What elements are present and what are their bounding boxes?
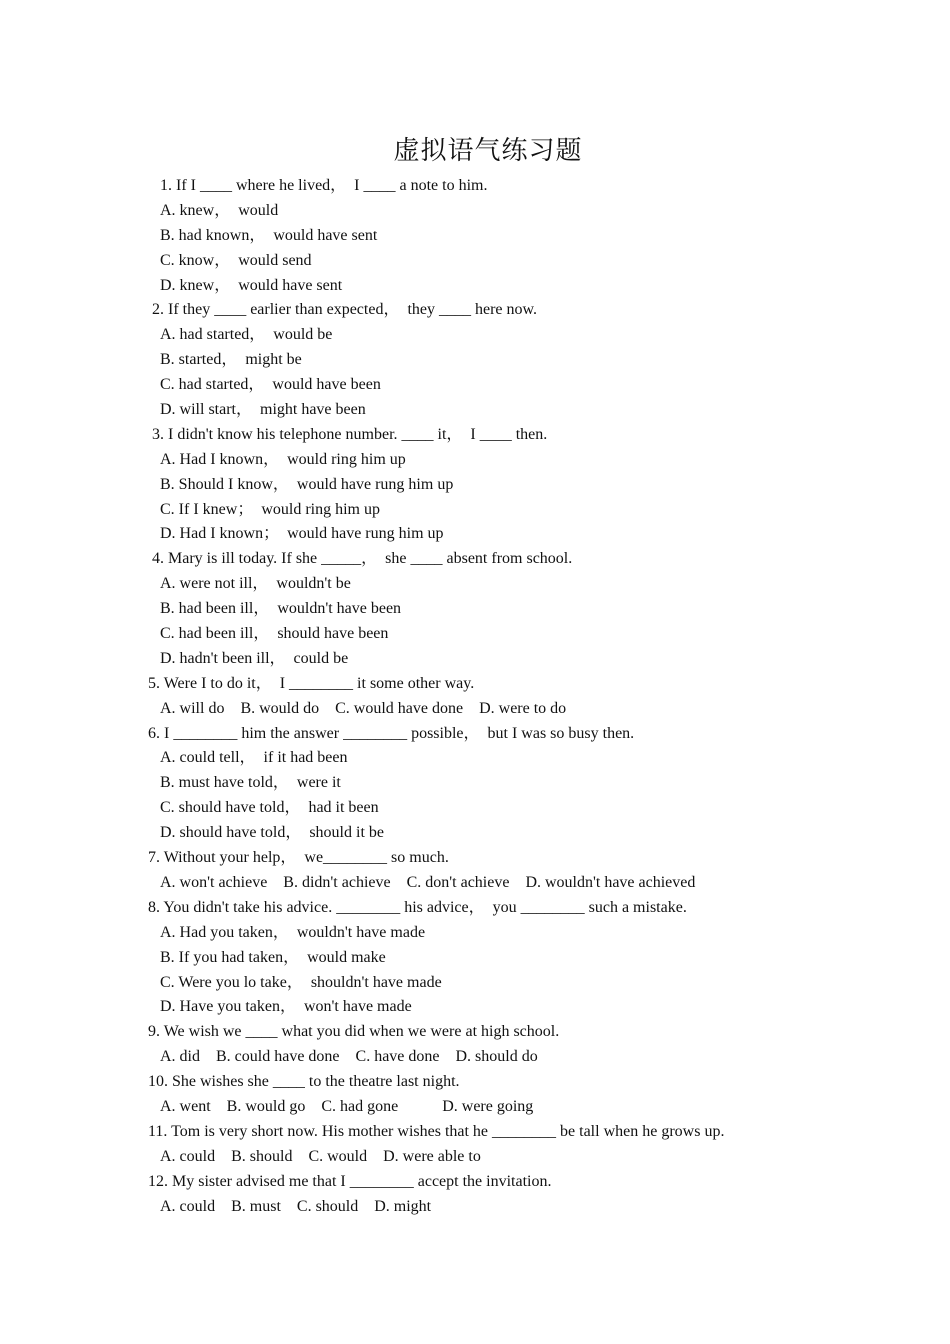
question-text: 7. Without your help， we________ so much.	[148, 849, 449, 867]
answer-options: C. Were you lo take， shouldn't have made	[160, 973, 442, 991]
answer-options: C. know， would send	[160, 251, 312, 269]
answer-options: A. were not ill， wouldn't be	[160, 575, 351, 593]
answer-options: B. Should I know， would have rung him up	[160, 475, 454, 493]
answer-options: A. went B. would go C. had gone D. were going	[160, 1097, 534, 1115]
answer-options: C. If I knew； would ring him up	[160, 500, 380, 518]
question-text: 2. If they ____ earlier than expected， they ____ here now.	[152, 301, 538, 319]
question-text: 11. Tom is very short now. His mother wishes that he ________ be tall when he grows up.	[148, 1122, 725, 1140]
answer-options: A. had started， would be	[160, 326, 333, 344]
exercise-list	[0, 174, 950, 1219]
answer-options: A. could B. must C. should D. might	[160, 1197, 432, 1215]
answer-options: A. Had you taken， wouldn't have made	[160, 923, 426, 941]
answer-options: B. had been ill， wouldn't have been	[160, 600, 402, 618]
page-title: 虚拟语气练习题	[393, 136, 583, 166]
answer-options: A. did B. could have done C. have done D. should do	[160, 1048, 538, 1066]
answer-options: D. Had I known； would have rung him up	[160, 525, 444, 543]
answer-options: B. started， might be	[160, 351, 302, 369]
answer-options: A. could B. should C. would D. were able to	[160, 1147, 481, 1165]
question-text: 5. Were I to do it， I ________ it some other way.	[148, 674, 475, 692]
answer-options: A. knew， would	[160, 201, 279, 219]
answer-options: A. Had I known， would ring him up	[160, 450, 406, 468]
question-text: 3. I didn't know his telephone number. ____ it， I ____ then.	[152, 425, 548, 443]
question-text: 8. You didn't take his advice. ________ his advice， you ________ such a mistake.	[148, 898, 687, 916]
question-text: 4. Mary is ill today. If she _____， she ____ absent from school.	[152, 550, 573, 568]
answer-options: C. had started， would have been	[160, 376, 381, 394]
answer-options: D. will start， might have been	[160, 401, 366, 419]
answer-options: D. should have told， should it be	[160, 824, 384, 842]
question-text: 6. I ________ him the answer ________ possible， but I was so busy then.	[148, 724, 635, 742]
answer-options: D. knew， would have sent	[160, 276, 343, 294]
question-text: 9. We wish we ____ what you did when we were at high school.	[148, 1023, 560, 1041]
question-text: 12. My sister advised me that I ________ accept the invitation.	[148, 1172, 552, 1190]
answer-options: C. should have told， had it been	[160, 799, 379, 817]
answer-options: B. If you had taken， would make	[160, 948, 386, 966]
question-text: 10. She wishes she ____ to the theatre last night.	[148, 1073, 460, 1091]
answer-options: B. must have told， were it	[160, 774, 341, 792]
answer-options: A. won't achieve B. didn't achieve C. don't achieve D. wouldn't have achieved	[160, 873, 696, 891]
answer-options: A. could tell， if it had been	[160, 749, 348, 767]
answer-options: C. had been ill， should have been	[160, 625, 389, 643]
answer-options: D. hadn't been ill， could be	[160, 649, 349, 667]
answer-options: A. will do B. would do C. would have done D. were to do	[160, 699, 567, 717]
answer-options: B. had known， would have sent	[160, 226, 378, 244]
answer-options: D. Have you taken， won't have made	[160, 998, 412, 1016]
question-text: 1. If I ____ where he lived， I ____ a note to him.	[160, 177, 488, 194]
